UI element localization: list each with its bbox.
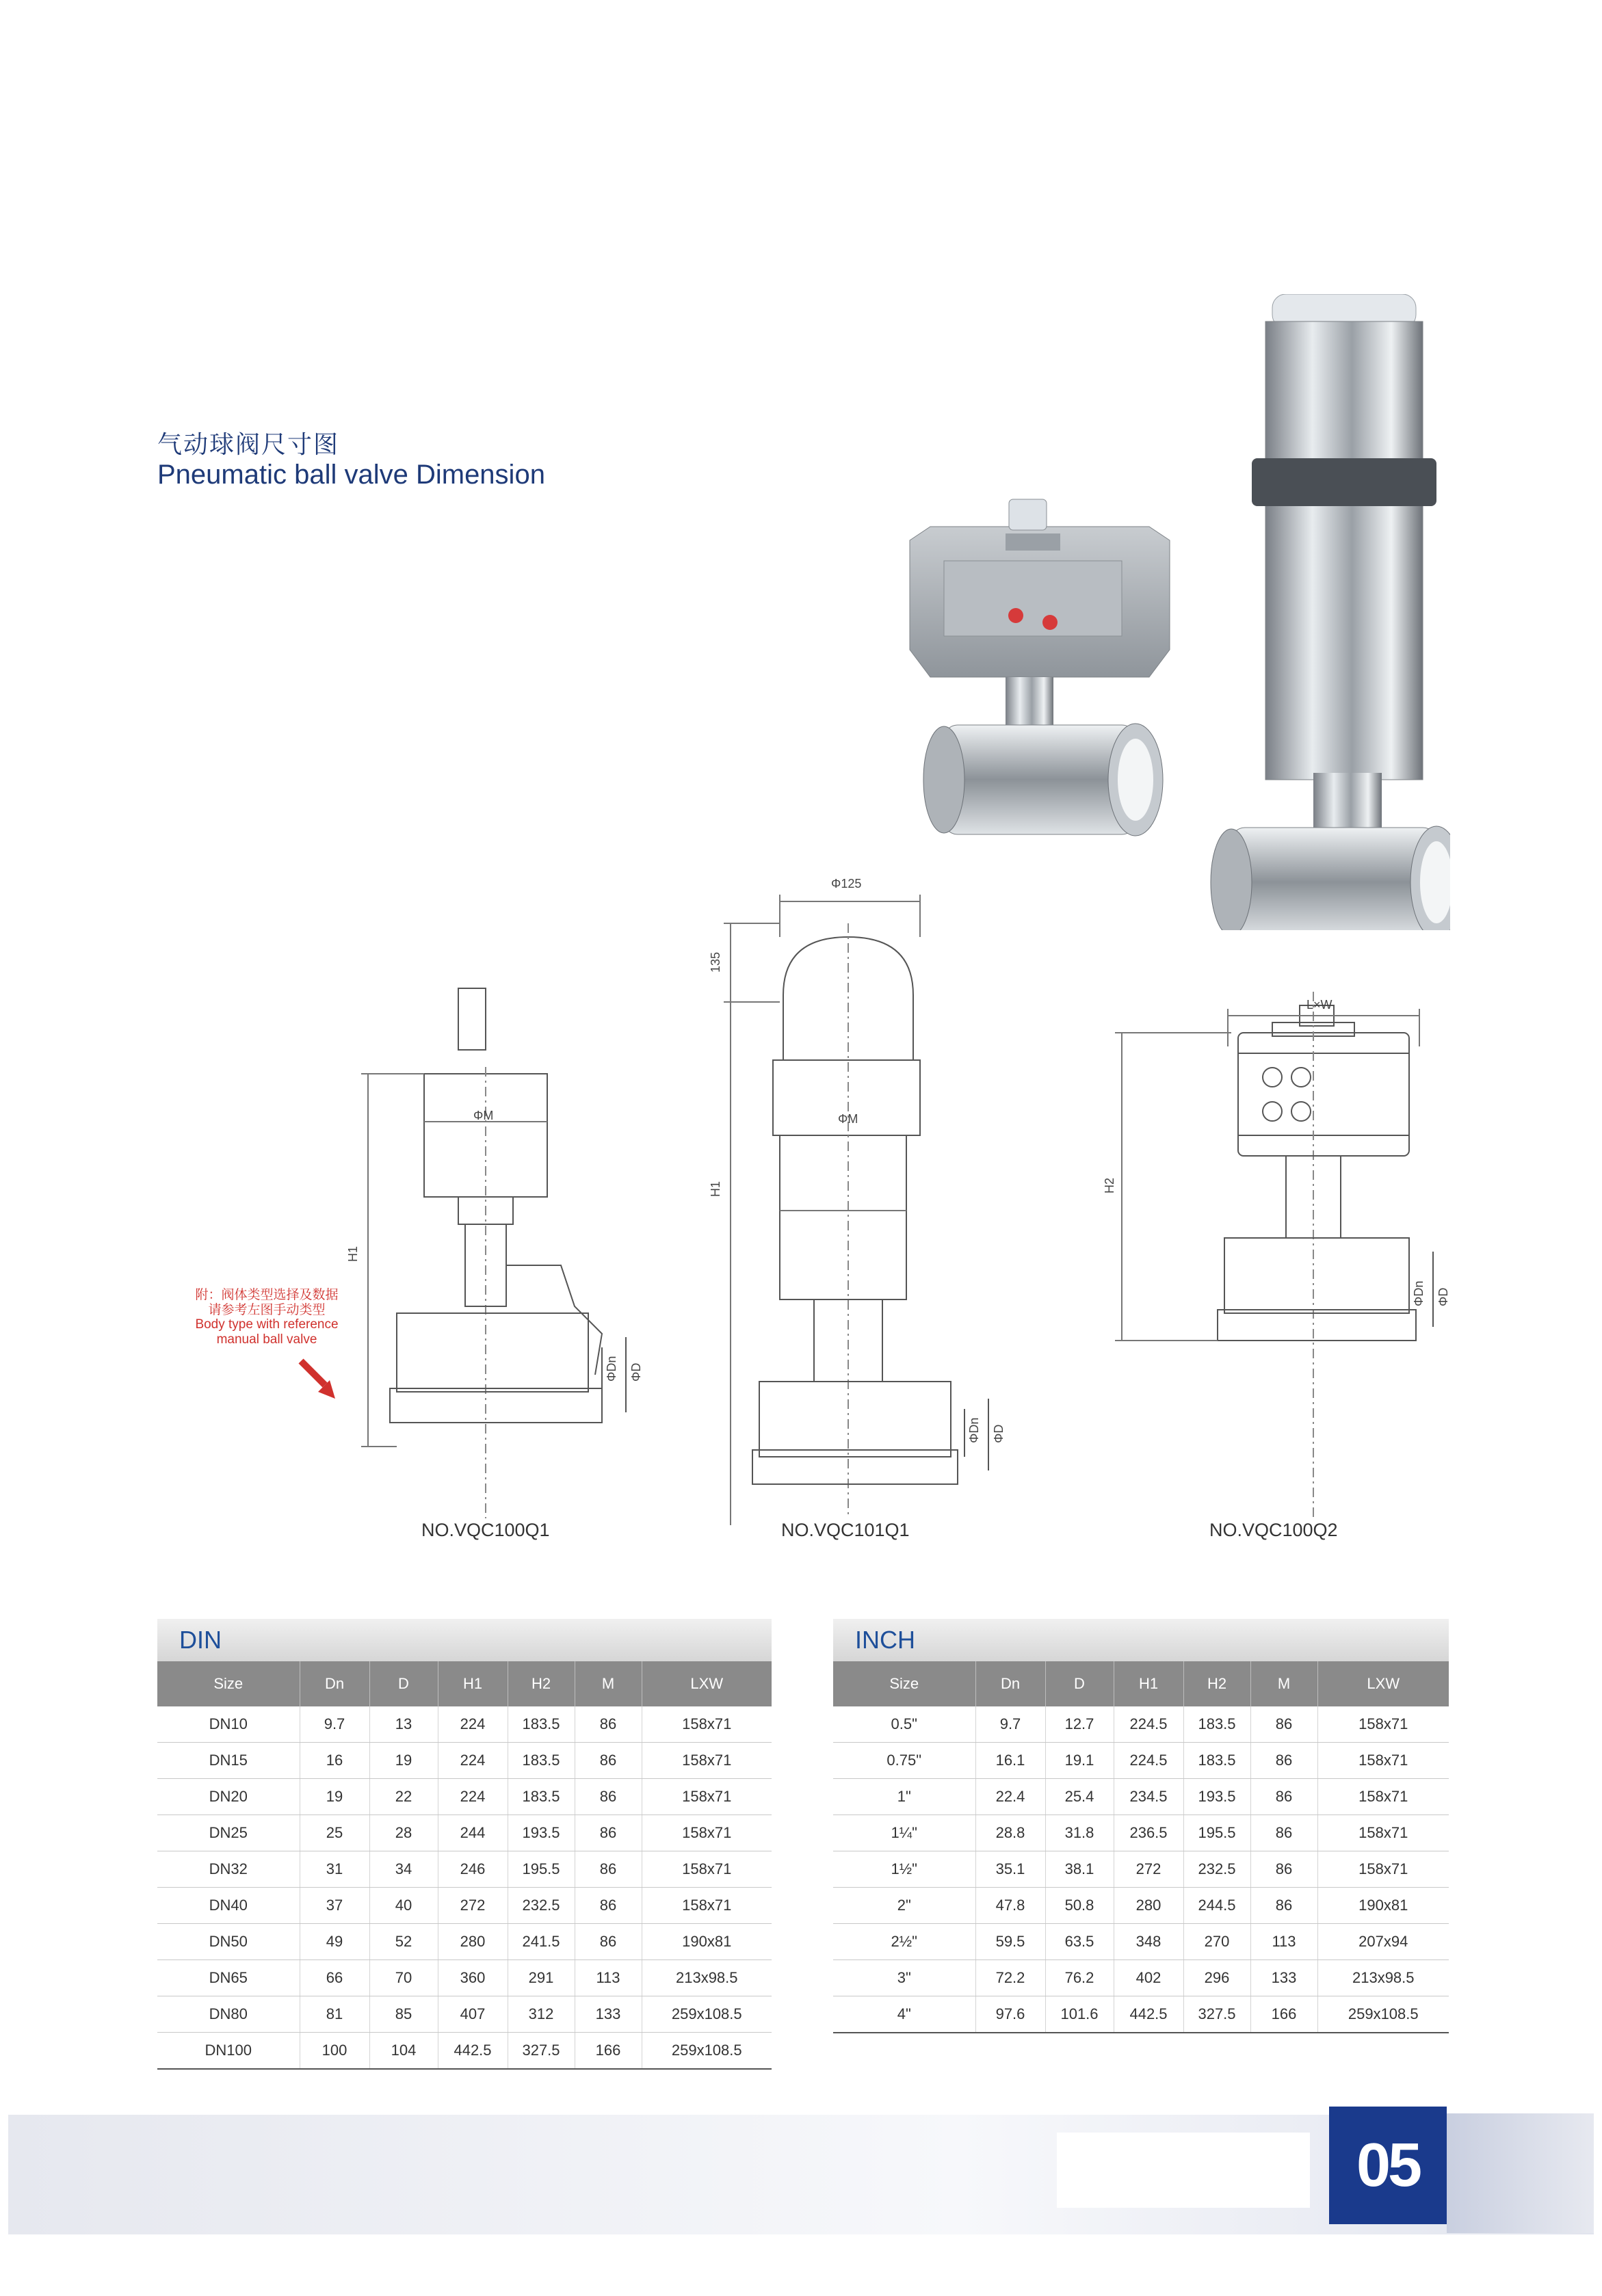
table-cell: 158x71 <box>642 1743 772 1779</box>
table-cell: 183.5 <box>1183 1706 1250 1743</box>
page-title-cn: 气动球阀尺寸图 <box>157 431 340 459</box>
page-title-en: Pneumatic ball valve Dimension <box>157 460 545 490</box>
table-cell: 183.5 <box>508 1706 575 1743</box>
column-header: H2 <box>508 1661 575 1706</box>
table-cell: 70 <box>369 1960 438 1996</box>
cylinder-actuator-photo <box>1211 294 1450 930</box>
table-row <box>157 1851 772 1888</box>
table-row <box>833 1743 1449 1779</box>
table-cell: 224 <box>438 1743 508 1779</box>
din-table <box>157 1619 772 2070</box>
table-row <box>833 1960 1449 1996</box>
label-d-left: ΦD <box>629 1362 643 1382</box>
caption-vqc101q1: NO.VQC101Q1 <box>781 1520 910 1540</box>
column-header: Size <box>833 1661 975 1706</box>
table-cell: DN40 <box>157 1888 300 1924</box>
table-cell: 81 <box>300 1996 369 2033</box>
table-cell: 360 <box>438 1960 508 1996</box>
rack-actuator-photo <box>910 499 1170 836</box>
table-cell: 2½" <box>833 1924 975 1960</box>
table-cell: 86 <box>575 1779 642 1815</box>
table-cell: 28.8 <box>975 1815 1045 1851</box>
body-type-note <box>174 1287 359 1347</box>
drawing-vqc101q1 <box>724 895 988 1525</box>
page-number: 05 <box>1329 2107 1447 2224</box>
table-cell: 86 <box>1250 1779 1317 1815</box>
footer-strip <box>1447 2113 1594 2233</box>
table-cell: 28 <box>369 1815 438 1851</box>
table-cell: 158x71 <box>642 1779 772 1815</box>
note-en-1: Body type with reference <box>195 1317 339 1332</box>
table-cell: 193.5 <box>508 1815 575 1851</box>
table-cell: 25.4 <box>1045 1779 1114 1815</box>
label-h2-right: H2 <box>1103 1177 1116 1193</box>
table-cell: 85 <box>369 1996 438 2033</box>
table-cell: DN10 <box>157 1706 300 1743</box>
table-cell: 348 <box>1114 1924 1183 1960</box>
table-cell: 259x108.5 <box>642 2033 772 2070</box>
table-cell: 1" <box>833 1779 975 1815</box>
table-cell: 224.5 <box>1114 1743 1183 1779</box>
table-row <box>157 2033 772 2070</box>
table-cell: 272 <box>438 1888 508 1924</box>
table-cell: 59.5 <box>975 1924 1045 1960</box>
table-cell: 270 <box>1183 1924 1250 1960</box>
table-cell: DN50 <box>157 1924 300 1960</box>
table-cell: 2" <box>833 1888 975 1924</box>
table-cell: 113 <box>575 1960 642 1996</box>
column-header: M <box>1250 1661 1317 1706</box>
table-cell: 13 <box>369 1706 438 1743</box>
table-cell: 224 <box>438 1779 508 1815</box>
table-row <box>157 1996 772 2033</box>
table-cell: 31.8 <box>1045 1815 1114 1851</box>
column-header: D <box>1045 1661 1114 1706</box>
table-cell: 232.5 <box>1183 1851 1250 1888</box>
column-header: LXW <box>642 1661 772 1706</box>
footer-white-block <box>1057 2133 1310 2208</box>
table-cell: 158x71 <box>1317 1815 1449 1851</box>
column-header: Dn <box>300 1661 369 1706</box>
table-cell: DN100 <box>157 2033 300 2070</box>
caption-vqc100q2: NO.VQC100Q2 <box>1209 1520 1338 1540</box>
table-cell: 158x71 <box>1317 1706 1449 1743</box>
table-cell: 158x71 <box>1317 1779 1449 1815</box>
table-cell: 76.2 <box>1045 1960 1114 1996</box>
table-cell: 259x108.5 <box>642 1996 772 2033</box>
table-cell: 246 <box>438 1851 508 1888</box>
table-cell: 193.5 <box>1183 1779 1250 1815</box>
table-cell: 4" <box>833 1996 975 2033</box>
inch-table-title: INCH <box>833 1619 1449 1661</box>
label-dn-right: ΦDn <box>1412 1280 1426 1306</box>
table-cell: 272 <box>1114 1851 1183 1888</box>
table-cell: 38.1 <box>1045 1851 1114 1888</box>
table-cell: DN25 <box>157 1815 300 1851</box>
table-cell: DN80 <box>157 1996 300 2033</box>
note-cn-2: 请参考左图手动类型 <box>208 1302 326 1317</box>
table-cell: 166 <box>1250 1996 1317 2033</box>
table-row <box>833 1815 1449 1851</box>
table-cell: 104 <box>369 2033 438 2070</box>
table-cell: 19 <box>300 1779 369 1815</box>
table-cell: 86 <box>1250 1706 1317 1743</box>
table-cell: DN65 <box>157 1960 300 1996</box>
table-cell: 35.1 <box>975 1851 1045 1888</box>
table-cell: 86 <box>575 1888 642 1924</box>
column-header: LXW <box>1317 1661 1449 1706</box>
table-row <box>157 1779 772 1815</box>
table-row <box>833 1706 1449 1743</box>
label-dn-middle: ΦDn <box>967 1417 981 1443</box>
table-cell: 158x71 <box>642 1706 772 1743</box>
table-cell: 25 <box>300 1815 369 1851</box>
table-cell: 158x71 <box>642 1851 772 1888</box>
table-cell: 183.5 <box>1183 1743 1250 1779</box>
table-row <box>157 1960 772 1996</box>
table-cell: 402 <box>1114 1960 1183 1996</box>
table-cell: 19 <box>369 1743 438 1779</box>
table-cell: 296 <box>1183 1960 1250 1996</box>
din-table-title: DIN <box>157 1619 772 1661</box>
table-row <box>157 1743 772 1779</box>
table-cell: 86 <box>575 1743 642 1779</box>
table-row <box>833 1888 1449 1924</box>
table-cell: 16 <box>300 1743 369 1779</box>
table-cell: 101.6 <box>1045 1996 1114 2033</box>
table-cell: 280 <box>438 1924 508 1960</box>
column-header: H1 <box>438 1661 508 1706</box>
table-cell: 1½" <box>833 1851 975 1888</box>
label-phi125: Φ125 <box>831 877 862 890</box>
table-cell: 213x98.5 <box>1317 1960 1449 1996</box>
table-cell: 52 <box>369 1924 438 1960</box>
table-cell: 66 <box>300 1960 369 1996</box>
column-header: Dn <box>975 1661 1045 1706</box>
table-row <box>157 1706 772 1743</box>
table-cell: 190x81 <box>1317 1888 1449 1924</box>
drawing-vqc100q1 <box>361 988 626 1518</box>
table-cell: 113 <box>1250 1924 1317 1960</box>
table-row <box>833 1851 1449 1888</box>
table-cell: 47.8 <box>975 1888 1045 1924</box>
label-d-middle: ΦD <box>992 1424 1006 1443</box>
table-cell: 49 <box>300 1924 369 1960</box>
table-cell: 183.5 <box>508 1743 575 1779</box>
table-cell: 183.5 <box>508 1779 575 1815</box>
table-cell: 232.5 <box>508 1888 575 1924</box>
table-row <box>833 1779 1449 1815</box>
table-cell: 213x98.5 <box>642 1960 772 1996</box>
table-cell: 16.1 <box>975 1743 1045 1779</box>
table-cell: 195.5 <box>1183 1815 1250 1851</box>
table-cell: 86 <box>575 1706 642 1743</box>
table-cell: 327.5 <box>1183 1996 1250 2033</box>
table-cell: 158x71 <box>1317 1851 1449 1888</box>
table-cell: 0.75" <box>833 1743 975 1779</box>
table-cell: 9.7 <box>975 1706 1045 1743</box>
label-phi-m-middle: ΦM <box>838 1112 858 1126</box>
table-cell: 244 <box>438 1815 508 1851</box>
table-cell: 190x81 <box>642 1924 772 1960</box>
table-cell: 166 <box>575 2033 642 2070</box>
table-cell: 259x108.5 <box>1317 1996 1449 2033</box>
table-cell: 19.1 <box>1045 1743 1114 1779</box>
table-cell: 407 <box>438 1996 508 2033</box>
table-row <box>157 1924 772 1960</box>
table-cell: 158x71 <box>642 1888 772 1924</box>
table-cell: 86 <box>1250 1888 1317 1924</box>
table-cell: 50.8 <box>1045 1888 1114 1924</box>
table-cell: 86 <box>575 1851 642 1888</box>
drawing-vqc100q2 <box>1115 992 1433 1518</box>
product-photos <box>903 294 1450 930</box>
table-cell: 72.2 <box>975 1960 1045 1996</box>
table-cell: 244.5 <box>1183 1888 1250 1924</box>
table-cell: 63.5 <box>1045 1924 1114 1960</box>
table-cell: 224 <box>438 1706 508 1743</box>
table-cell: 37 <box>300 1888 369 1924</box>
table-cell: 40 <box>369 1888 438 1924</box>
table-cell: 442.5 <box>1114 1996 1183 2033</box>
label-h1-middle: H1 <box>709 1180 722 1197</box>
inch-table <box>833 1619 1449 2033</box>
table-cell: 86 <box>1250 1743 1317 1779</box>
table-cell: 236.5 <box>1114 1815 1183 1851</box>
table-cell: 207x94 <box>1317 1924 1449 1960</box>
table-cell: 34 <box>369 1851 438 1888</box>
table-cell: 22 <box>369 1779 438 1815</box>
table-cell: 312 <box>508 1996 575 2033</box>
label-dn-left: ΦDn <box>605 1356 618 1382</box>
table-cell: 291 <box>508 1960 575 1996</box>
label-135: 135 <box>709 951 722 973</box>
table-cell: 234.5 <box>1114 1779 1183 1815</box>
table-row <box>833 1996 1449 2033</box>
note-en-2: manual ball valve <box>216 1332 317 1347</box>
column-header: D <box>369 1661 438 1706</box>
table-cell: 224.5 <box>1114 1706 1183 1743</box>
table-cell: 195.5 <box>508 1851 575 1888</box>
red-arrow-icon <box>301 1361 335 1399</box>
table-cell: 3" <box>833 1960 975 1996</box>
label-h1-left: H1 <box>346 1245 360 1262</box>
label-phi-m-left: ΦM <box>473 1109 494 1122</box>
table-row <box>157 1815 772 1851</box>
column-header: Size <box>157 1661 300 1706</box>
table-row <box>833 1924 1449 1960</box>
column-header: H2 <box>1183 1661 1250 1706</box>
table-cell: 1¼" <box>833 1815 975 1851</box>
table-cell: 327.5 <box>508 2033 575 2070</box>
table-cell: 86 <box>1250 1851 1317 1888</box>
table-cell: DN20 <box>157 1779 300 1815</box>
note-cn-1: 附：阀体类型选择及数据 <box>195 1287 339 1302</box>
table-cell: 100 <box>300 2033 369 2070</box>
table-cell: 86 <box>575 1924 642 1960</box>
table-cell: 241.5 <box>508 1924 575 1960</box>
table-cell: DN15 <box>157 1743 300 1779</box>
table-cell: 133 <box>575 1996 642 2033</box>
table-cell: 97.6 <box>975 1996 1045 2033</box>
table-cell: 442.5 <box>438 2033 508 2070</box>
column-header: M <box>575 1661 642 1706</box>
table-row <box>157 1888 772 1924</box>
table-cell: 86 <box>1250 1815 1317 1851</box>
column-header: H1 <box>1114 1661 1183 1706</box>
table-cell: 86 <box>575 1815 642 1851</box>
technical-drawings <box>178 869 1464 1525</box>
table-cell: 0.5" <box>833 1706 975 1743</box>
table-cell: 133 <box>1250 1960 1317 1996</box>
table-cell: 158x71 <box>1317 1743 1449 1779</box>
table-cell: 280 <box>1114 1888 1183 1924</box>
table-cell: 158x71 <box>642 1815 772 1851</box>
table-cell: 22.4 <box>975 1779 1045 1815</box>
table-cell: 31 <box>300 1851 369 1888</box>
table-cell: 12.7 <box>1045 1706 1114 1743</box>
table-cell: 9.7 <box>300 1706 369 1743</box>
table-cell: DN32 <box>157 1851 300 1888</box>
caption-vqc100q1: NO.VQC100Q1 <box>421 1520 550 1540</box>
label-d-right: ΦD <box>1436 1287 1450 1306</box>
label-lxw: L×W <box>1306 998 1332 1012</box>
